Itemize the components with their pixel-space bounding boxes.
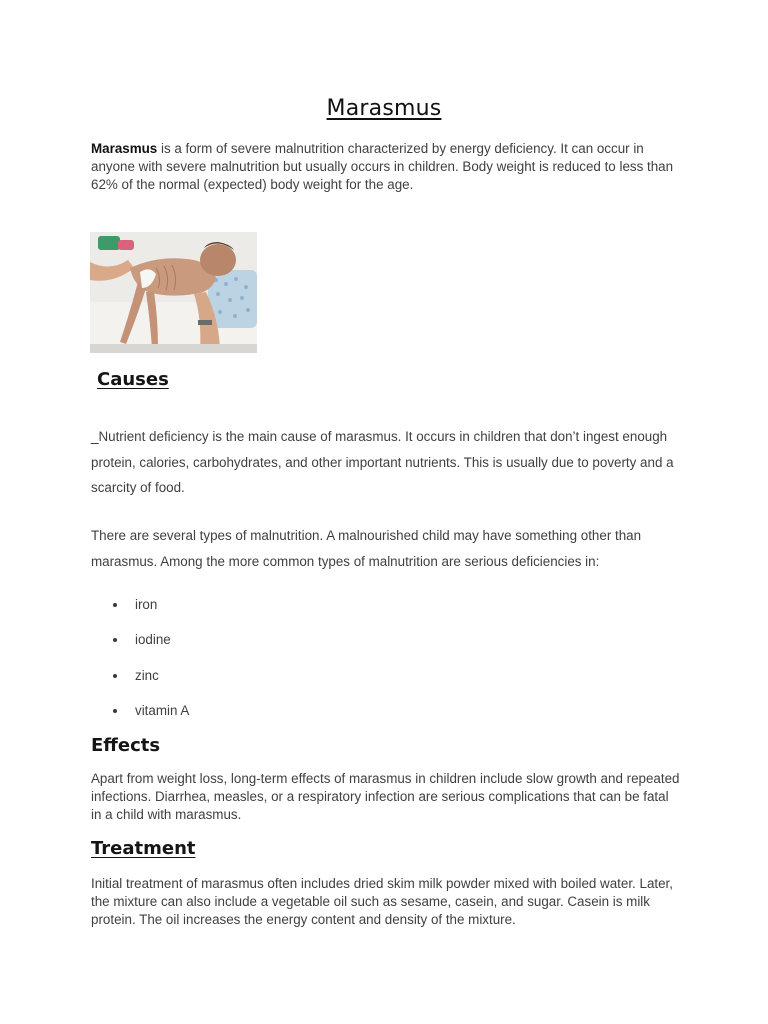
list-item (109, 702, 189, 737)
treatment-heading: Treatment (91, 838, 196, 859)
treatment-paragraph: Initial treatment of marasmus often includes dried skim milk powder mixed with boiled water. Later, the mixture can also include a vegetable oil such as sesame, casein, and sugar. Casein is milk protein. The oil increases the energy content and density of the mixture. (91, 876, 674, 927)
intro-paragraph (91, 140, 681, 194)
causes-heading: Causes (97, 369, 169, 390)
list-item-text: zinc (135, 667, 159, 683)
bullet-icon (113, 603, 117, 607)
causes-paragraph-1-text: Nutrient deficiency is the main cause of marasmus. It occurs in children that don’t ingest enough protein, calories, carbohydrates, and other important nutrients. This is usually due to poverty and a scarcity of food. (91, 429, 674, 495)
list-item-text: iron (135, 597, 158, 612)
effects-heading: Effects (91, 735, 161, 756)
bullet-icon (113, 638, 117, 642)
intro-text: is a form of severe malnutrition characterized by energy deficiency. It can occur in anyone with severe malnutrition but usually occurs in children. Body weight is reduced to less than 62% of the normal (expected) body weight for the age. (91, 141, 674, 192)
paragraph-mark: _ (91, 429, 99, 444)
list-item (109, 667, 189, 702)
causes-paragraph-2: There are several types of malnutrition. A malnourished child may have something other than marasmus. Among the more common types of malnutrition are serious deficiencies in: (91, 528, 642, 569)
intro-term: Marasmus (91, 141, 158, 156)
bullet-icon (113, 709, 117, 713)
deficiency-list (109, 596, 189, 738)
list-item (109, 631, 189, 666)
bullet-icon (113, 674, 117, 678)
marasmus-photo (90, 232, 257, 353)
page-title: Marasmus (326, 96, 442, 121)
list-item-text: iodine (135, 632, 171, 648)
list-item (109, 596, 189, 631)
causes-paragraph-1 (91, 424, 681, 501)
effects-paragraph: Apart from weight loss, long-term effects of marasmus in children include slow growth and repeated infections. Diarrhea, measles, or a respiratory infection are serious complications that can be fatal in a child with marasmus. (91, 771, 680, 822)
list-item-text: vitamin A (135, 703, 190, 719)
